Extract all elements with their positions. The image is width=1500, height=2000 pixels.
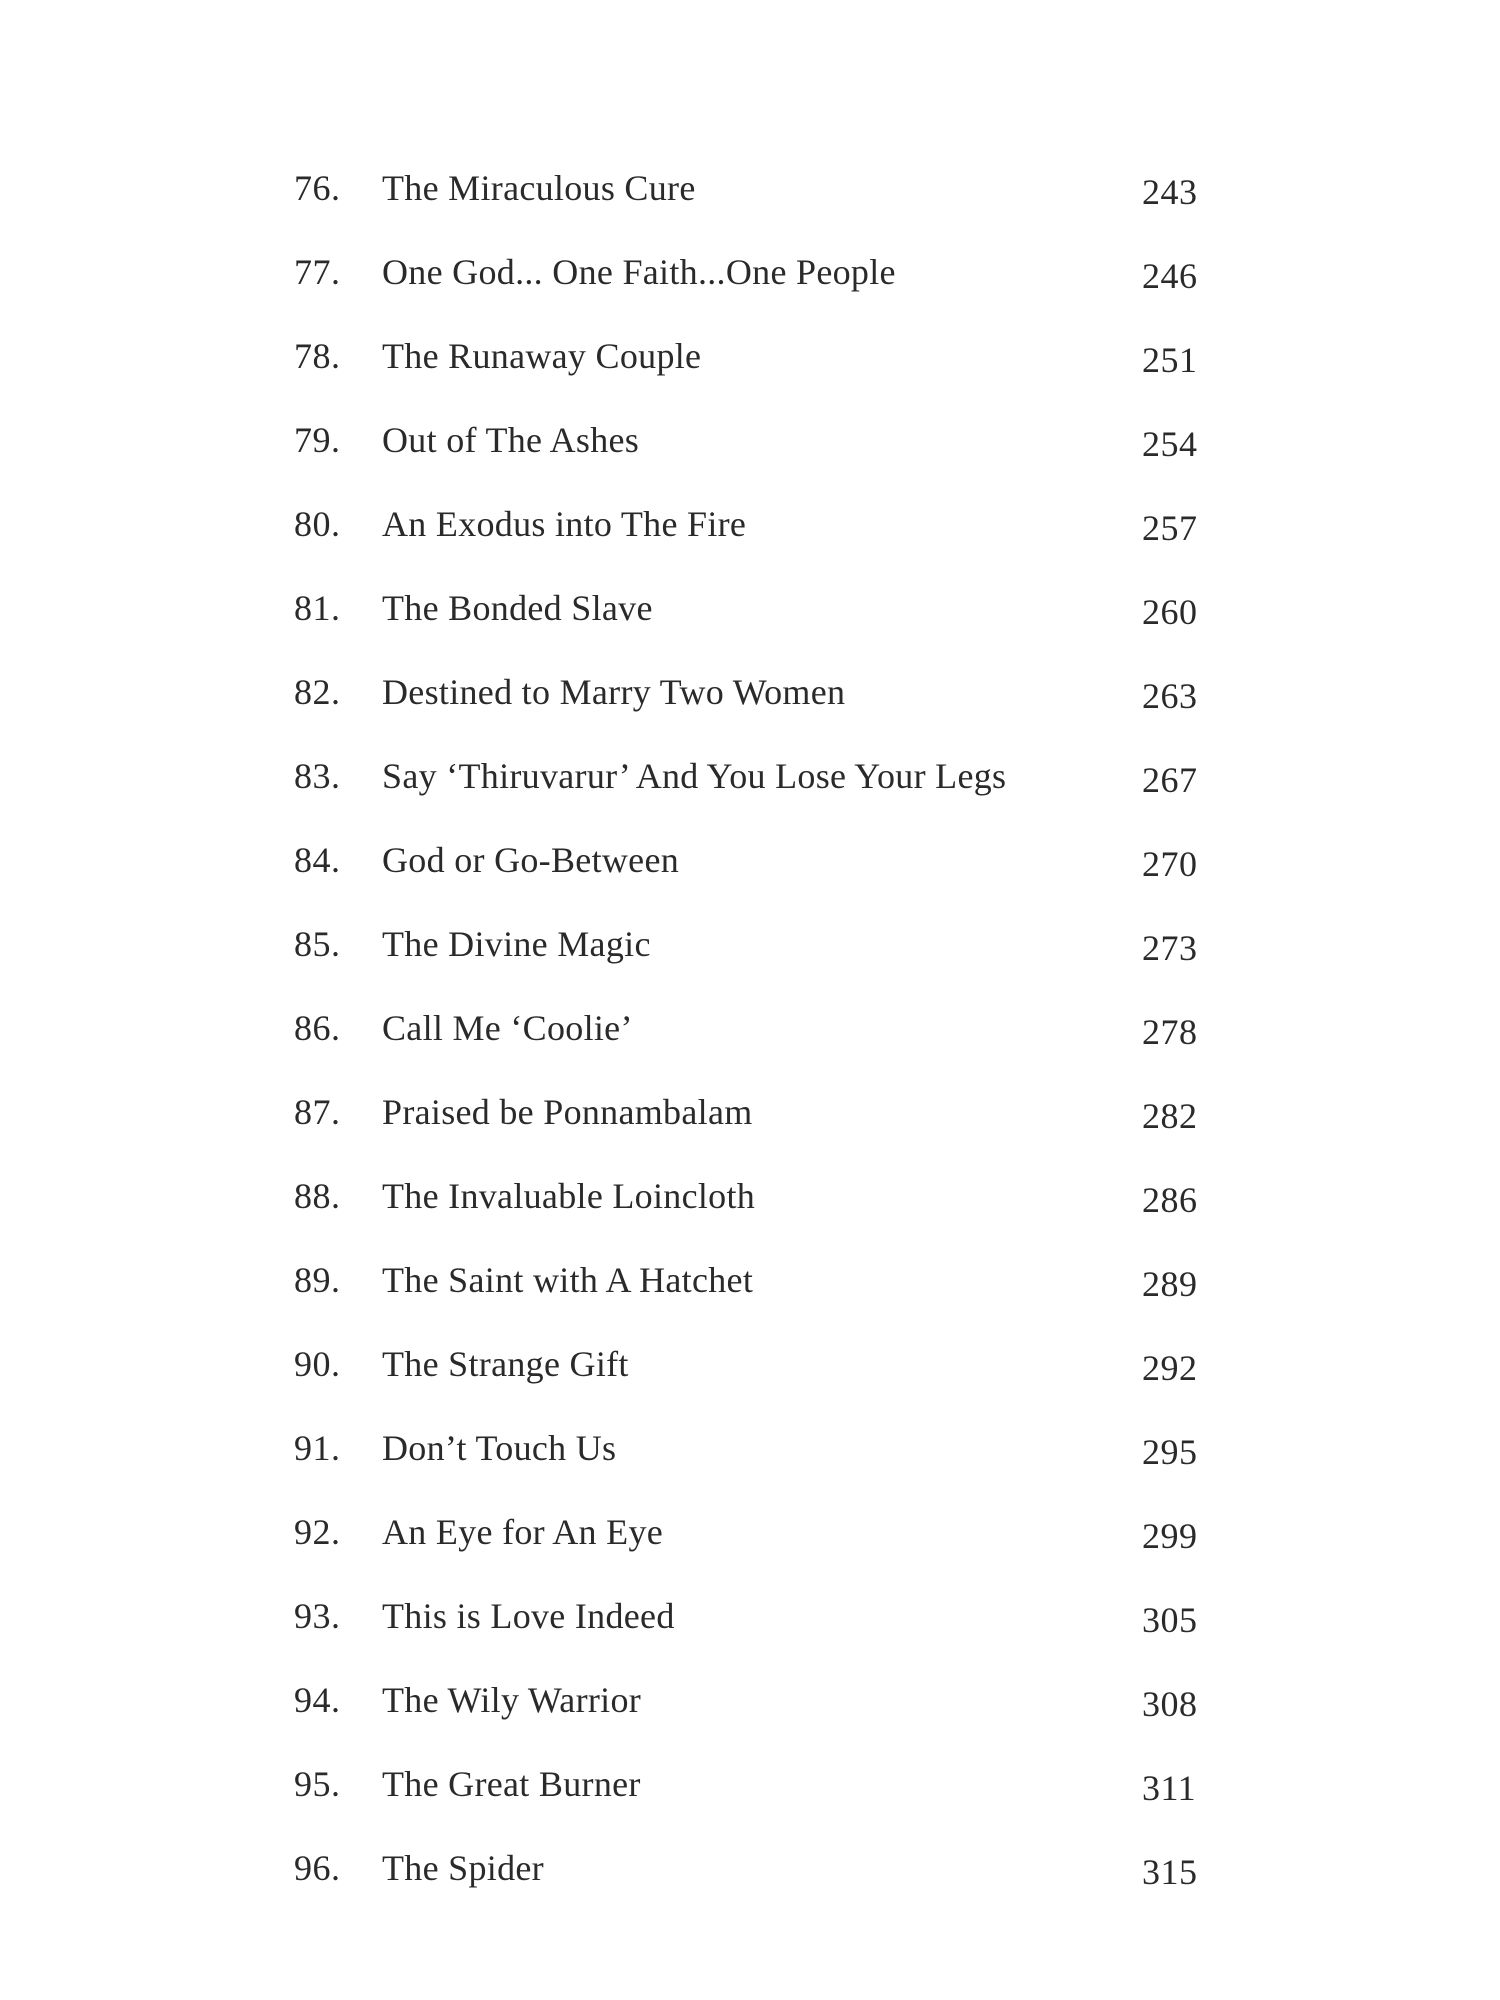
entry-number: 92.: [294, 1512, 341, 1552]
entry-number: 95.: [294, 1764, 341, 1804]
entry-title: An Exodus into The Fire: [382, 504, 747, 544]
entry-page-number: 251: [1142, 340, 1198, 380]
entry-title: Destined to Marry Two Women: [382, 672, 846, 712]
entry-number: 78.: [294, 336, 341, 376]
toc-entry: [0, 418, 1500, 478]
entry-title: One God... One Faith...One People: [382, 252, 896, 292]
entry-number: 96.: [294, 1848, 341, 1888]
entry-title: The Great Burner: [382, 1764, 641, 1804]
entry-page-number: 246: [1142, 256, 1198, 296]
entry-page-number: 278: [1142, 1012, 1198, 1052]
entry-page-number: 299: [1142, 1516, 1198, 1556]
entry-number: 77.: [294, 252, 341, 292]
entry-page-number: 273: [1142, 928, 1198, 968]
toc-entry: [0, 334, 1500, 394]
entry-title: Say ‘Thiruvarur’ And You Lose Your Legs: [382, 756, 1007, 796]
toc-entry: [0, 250, 1500, 310]
entry-page-number: 289: [1142, 1264, 1198, 1304]
entry-number: 94.: [294, 1680, 341, 1720]
entry-title: The Runaway Couple: [382, 336, 702, 376]
toc-entry: [0, 166, 1500, 226]
toc-entry: [0, 1594, 1500, 1654]
entry-number: 84.: [294, 840, 341, 880]
entry-title: The Miraculous Cure: [382, 168, 696, 208]
entry-title: The Saint with A Hatchet: [382, 1260, 754, 1300]
entry-number: 82.: [294, 672, 341, 712]
entry-number: 89.: [294, 1260, 341, 1300]
entry-page-number: 263: [1142, 676, 1198, 716]
entry-page-number: 305: [1142, 1600, 1198, 1640]
entry-title: The Wily Warrior: [382, 1680, 642, 1720]
toc-entry: [0, 670, 1500, 730]
entry-page-number: 311: [1142, 1768, 1197, 1808]
entry-number: 81.: [294, 588, 341, 628]
entry-page-number: 260: [1142, 592, 1198, 632]
entry-number: 80.: [294, 504, 341, 544]
toc-entry: [0, 1090, 1500, 1150]
entry-number: 91.: [294, 1428, 341, 1468]
entry-page-number: 254: [1142, 424, 1198, 464]
toc-entry: [0, 1174, 1500, 1234]
entry-title: The Invaluable Loincloth: [382, 1176, 756, 1216]
entry-number: 88.: [294, 1176, 341, 1216]
toc-entry: [0, 1678, 1500, 1738]
toc-entry: [0, 1006, 1500, 1066]
entry-number: 85.: [294, 924, 341, 964]
toc-entry: [0, 1258, 1500, 1318]
entry-number: 76.: [294, 168, 341, 208]
entry-title: This is Love Indeed: [382, 1596, 675, 1636]
entry-page-number: 257: [1142, 508, 1198, 548]
entry-page-number: 267: [1142, 760, 1198, 800]
entry-title: Call Me ‘Coolie’: [382, 1008, 633, 1048]
toc-entry: [0, 1762, 1500, 1822]
entry-title: Don’t Touch Us: [382, 1428, 617, 1468]
entry-title: The Spider: [382, 1848, 544, 1888]
entry-title: The Strange Gift: [382, 1344, 629, 1384]
entry-number: 93.: [294, 1596, 341, 1636]
entry-title: The Bonded Slave: [382, 588, 653, 628]
toc-entry: [0, 1342, 1500, 1402]
entry-number: 79.: [294, 420, 341, 460]
toc-entry: [0, 754, 1500, 814]
toc-entry: [0, 502, 1500, 562]
entry-page-number: 308: [1142, 1684, 1198, 1724]
entry-title: An Eye for An Eye: [382, 1512, 664, 1552]
entry-page-number: 282: [1142, 1096, 1198, 1136]
entry-page-number: 315: [1142, 1852, 1198, 1892]
entry-number: 90.: [294, 1344, 341, 1384]
entry-title: Praised be Ponnambalam: [382, 1092, 753, 1132]
entry-page-number: 292: [1142, 1348, 1198, 1388]
toc-entry: [0, 1510, 1500, 1570]
toc-entry: [0, 838, 1500, 898]
entry-page-number: 270: [1142, 844, 1198, 884]
entry-title: Out of The Ashes: [382, 420, 640, 460]
entry-page-number: 295: [1142, 1432, 1198, 1472]
toc-entry: [0, 922, 1500, 982]
toc-entry: [0, 1426, 1500, 1486]
toc-entry: [0, 1846, 1500, 1906]
entry-number: 87.: [294, 1092, 341, 1132]
toc-entry: [0, 586, 1500, 646]
entry-number: 86.: [294, 1008, 341, 1048]
entry-title: God or Go-Between: [382, 840, 680, 880]
entry-title: The Divine Magic: [382, 924, 651, 964]
entry-page-number: 286: [1142, 1180, 1198, 1220]
entry-page-number: 243: [1142, 172, 1198, 212]
entry-number: 83.: [294, 756, 341, 796]
